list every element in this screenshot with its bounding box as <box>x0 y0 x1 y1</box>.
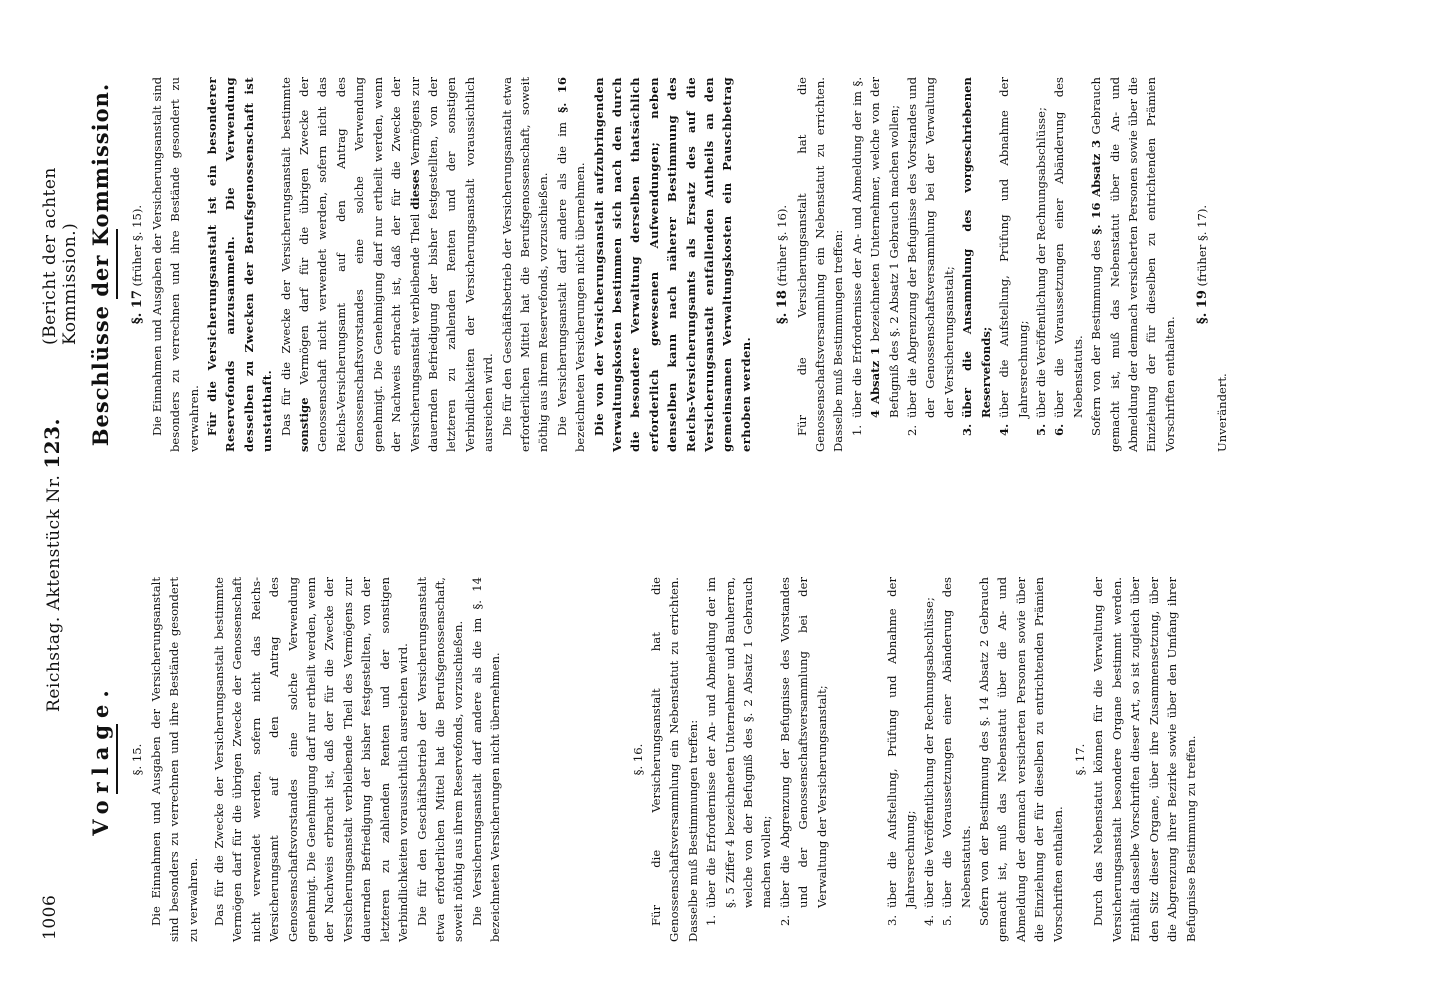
paragraph: Die Versicherungsanstalt darf andere als die im §. 14 bezeichneten Versicherungen nicht übernehmen. <box>469 577 503 942</box>
paragraph: Die Einnahmen und Ausgaben der Versicherungsanstalt sind besonders zu verrechnen und ihre Bestände gesondert zu verwahren. <box>148 577 200 942</box>
provision-list <box>702 577 975 942</box>
section-heading: §. 19 (früher §. 17). <box>1195 204 1211 325</box>
provision-list <box>848 77 1087 452</box>
paragraph: Für die Versicherungsanstalt hat die Genossenschaftsversammlung ein Nebenstatut zu errichten. Dasselbe muß Bestimmungen treffen: <box>794 77 846 452</box>
section-heading: §. 16. <box>630 743 645 776</box>
paragraph-amendment: Für die Versicherungsanstalt ist ein besonderer Reservefonds anzusammeln. Die Verwendung desselben zu Zwecken der Berufsgenossenschaft ist unstatthaft. <box>205 77 275 452</box>
paragraph: Für die Versicherungsanstalt hat die Genossenschaftsversammlung ein Nebenstatut zu errichten. Dasselbe muß Bestimmungen treffen: <box>648 577 700 942</box>
title-rule <box>116 230 118 300</box>
column-title-beschluesse: Beschlüsse der Kommission. <box>88 82 113 447</box>
digitization-note <box>1396 0 1426 1000</box>
column-beschluesse <box>88 76 1231 452</box>
paragraph: Das für die Zwecke der Versicherungsanstalt bestimmte sonstige Vermögen darf für die übrigen Zwecke der Genossenschaft nicht verwendet werden, sofern nicht das Reichs-Versicherungsamt auf den Antrag des Genossenschaftsvorstandes eine solche Verwendung genehmigt. Die Genehmigung darf nur ertheilt werden, wenn der Nachweis erbracht ist, daß der für die Zwecke der Versicherungsanstalt verbleibende Theil dieses Vermögens zur dauernden Befriedigung der bisher festgestellten, von der letzteren zu zahlenden Renten und der sonstigen Verbindlichkeiten der Versicherungsanstalt voraussichtlich ausreichen wird. <box>278 76 496 452</box>
paragraph: Sofern von der Bestimmung des §. 14 Absatz 2 Gebrauch gemacht ist, muß das Nebenstatut über die An- und Abmeldung der demnach versicherten Personen sowie über die Einziehung der für dieselben zu entrichtenden Prämien Vorschriften enthalten. <box>977 577 1065 942</box>
paragraph: Unverändert. <box>1214 373 1229 452</box>
list-item: 1. über die Erfordernisse der An- und Abmeldung der im §. 5 Ziffer 4 bezeichneten Unternehmer und Bauherren, welche von der Befugniß des §. 2 Absatz 1 Gebrauch machen wollen; <box>704 577 774 926</box>
list-item: 5. über die Veröffentlichung der Rechnungsabschlüsse; <box>1033 107 1048 436</box>
document-number: 123. <box>40 418 64 469</box>
list-item: 1. über die Erfordernisse der An- und Abmeldung der im §. 4 Absatz 1 bezeichneten Unternehmer, welche von der Befugniß des §. 2 Absatz 1 Gebrauch machen wollen; <box>849 76 901 436</box>
list-item: 6. über die Voraussetzungen einer Abänderung des Nebenstatuts. <box>1052 77 1085 436</box>
paragraph: Sofern von der Bestimmung des §. 16 Absatz 3 Gebrauch gemacht ist, muß das Nebenstatut über die An- und Abmeldung der demnach versicherten Personen sowie über die Einziehung der für dieselben zu entrichtenden Prämien Vorschriften enthalten. <box>1089 77 1177 452</box>
paragraph: Die für den Geschäftsbetrieb der Versicherungsanstalt etwa erforderlichen Mittel hat die Berufsgenossenschaft, soweit nöthig aus ihrem Reservefonds, vorzuschießen. <box>499 77 551 452</box>
paragraph: Die Einnahmen und Ausgaben der Versicherungsanstalt sind besonders zu verrechnen und ihre Bestände gesondert zu verwahren. <box>149 77 201 452</box>
title-rule <box>116 725 118 795</box>
page-number: 1006 <box>40 894 60 940</box>
list-item: 4. über die Veröffentlichung der Rechnungsabschlüsse; <box>921 597 936 926</box>
list-item: 3. über die Aufstellung, Prüfung und Abnahme der Jahresrechnung; <box>885 577 918 926</box>
paragraph-amendment: Die von der Versicherungsanstalt aufzubringenden Verwaltungskosten bestimmen sich nach den durch die besondere Verwaltung derselben thatsächlich erforderlich gewesenen Aufwendungen; neben denselben kann nach näherer Bestimmung des Reichs-Versicherungsamts als Ersatz des auf die Versicherungsanstalt entfallenden Antheils an den gemeinsamen Verwaltungskosten ein Pauschbetrag erhoben werden. <box>591 77 753 452</box>
header-title <box>40 400 64 730</box>
paragraph: Die Versicherungsanstalt darf andere als die im §. 16 bezeichneten Versicherungen nicht übernehmen. <box>554 77 588 452</box>
column-vorlage <box>88 577 1200 942</box>
header-report-note: (Bericht der achten Kommission.) <box>40 167 80 345</box>
paragraph: Die für den Geschäftsbetrieb der Versicherungsanstalt etwa erforderlichen Mittel hat die Berufsgenossenschaft, soweit nöthig aus ihrem Reservefonds, vorzuschießen. <box>414 577 466 942</box>
header-center-text: Reichstag. Aktenstück Nr. <box>44 474 64 712</box>
list-item: 5. über die Voraussetzungen einer Abänderung des Nebenstatuts. <box>940 577 973 926</box>
list-item: 2. über die Abgrenzung der Befugnisse des Vorstandes und der Genossenschaftsversammlung bei der Verwaltung der Versicherungsanstalt; <box>777 577 829 926</box>
column-title-vorlage: Vorlage. <box>88 683 113 836</box>
list-item: 2. über die Abgrenzung der Befugnisse des Vorstandes und der Genossenschaftsversammlung bei der Verwaltung der Versicherungsanstalt; <box>905 77 956 436</box>
paragraph: Das für die Zwecke der Versicherungsanstalt bestimmte Vermögen darf für die übrigen Zwecke der Genossenschaft nicht verwendet werden, sofern nicht das Reichs-Versicherungsamt auf den Antrag des Genossenschaftsvorstandes eine solche Verwendung genehmigt. Die Genehmigung darf nur ertheilt werden, wenn der Nachweis erbracht ist, daß der für die Zwecke der Versicherungsanstalt verbleibende Theil des Vermögens zur dauernden Befriedigung der bisher festgestellten, von der letzteren zu zahlenden Renten und der sonstigen Verbindlichkeiten voraussichtlich ausreichen wird. <box>212 577 411 942</box>
section-heading: §. 18 (früher §. 16). <box>775 204 791 325</box>
list-item: 4. über die Aufstellung, Prüfung und Abnahme der Jahresrechnung; <box>997 77 1030 436</box>
list-item: 3. über die Ansammlung des vorgeschriebenen Reservefonds; <box>960 77 993 436</box>
section-heading: §. 17 (früher §. 15). <box>130 204 146 325</box>
paragraph: Durch das Nebenstatut können für die Verwaltung der Versicherungsanstalt besondere Organe bestimmt werden. Enthält dasselbe Vorschriften dieser Art, so ist zugleich über den Sitz dieser Organe, über ihre Zusammensetzung, über die Abgrenzung ihrer Bezirke sowie über den Umfang ihrer Befugnisse Bestimmung zu treffen. <box>1091 577 1198 942</box>
running-header <box>40 70 80 940</box>
section-heading: §. 15. <box>130 743 145 776</box>
section-heading: §. 17. <box>1073 743 1088 776</box>
